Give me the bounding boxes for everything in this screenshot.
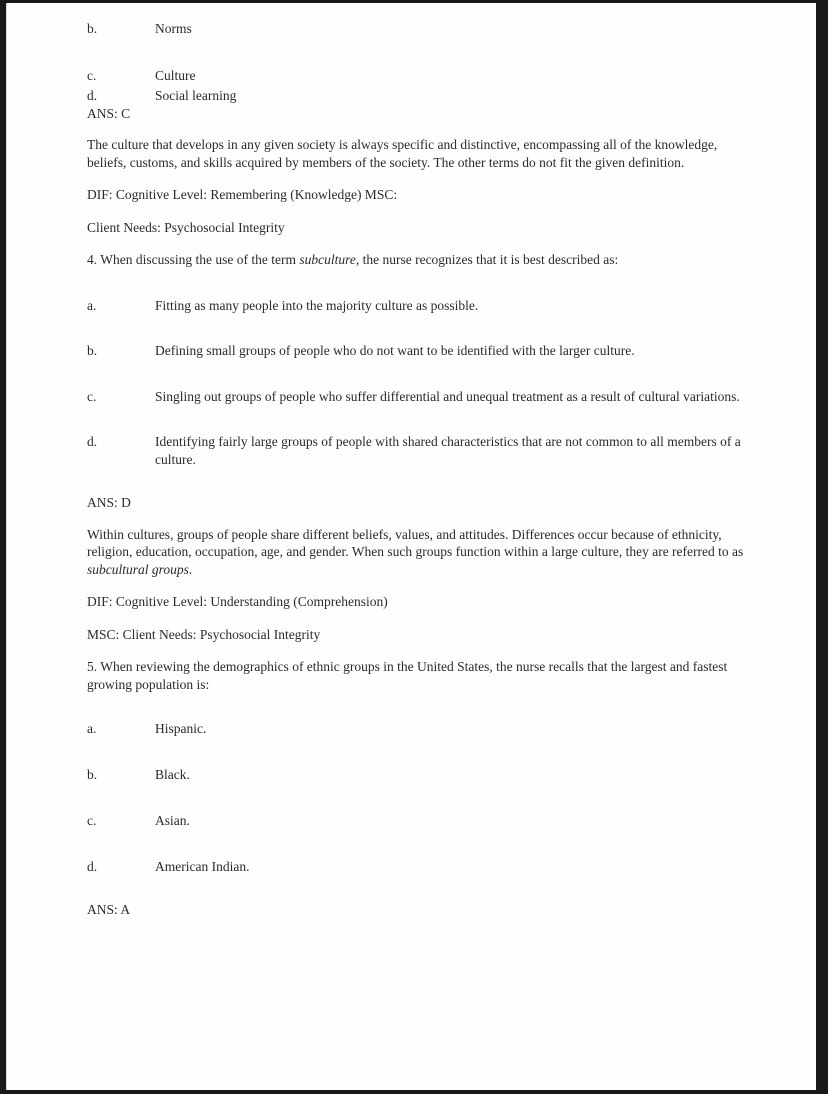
msc-line: MSC: Client Needs: Psychosocial Integrity	[87, 626, 321, 642]
option-row	[87, 433, 746, 468]
answer-line: ANS: D	[87, 495, 131, 510]
question-stem: 5. When reviewing the demographics of ethnic groups in the United States, the nurse recalls that the largest and fastest growing population is:	[87, 659, 728, 692]
dif-line: DIF: Cognitive Level: Remembering (Knowledge) MSC:	[87, 187, 398, 202]
answer-line: ANS: C	[87, 105, 131, 121]
option-row	[87, 812, 746, 830]
question-stem	[87, 251, 746, 269]
option-label: c.	[87, 813, 97, 828]
option-label: d.	[87, 88, 98, 103]
option-label: d.	[87, 434, 98, 449]
option-label: b.	[87, 21, 98, 36]
option-label: c.	[87, 67, 97, 83]
option-row	[87, 20, 746, 38]
option-label: c.	[87, 388, 97, 404]
option-text: Singling out groups of people who suffer differential and unequal treatment as a result of cultural variations.	[155, 388, 740, 404]
option-row	[87, 766, 746, 784]
option-row	[87, 67, 746, 85]
option-text: Asian.	[155, 813, 190, 828]
option-label: b.	[87, 343, 98, 358]
question-stem-text: , the nurse recognizes that it is best described as:	[355, 252, 619, 267]
answer-line: ANS: A	[87, 902, 131, 917]
option-label: a.	[87, 297, 97, 313]
option-text: Black.	[155, 766, 190, 782]
question-stem-text: 4. When discussing the use of the term	[87, 252, 300, 267]
option-row	[87, 297, 746, 315]
option-label: d.	[87, 858, 98, 874]
option-text: American Indian.	[155, 858, 250, 874]
option-label: a.	[87, 721, 97, 736]
option-text: Defining small groups of people who do not want to be identified with the larger culture.	[155, 343, 635, 358]
option-row	[87, 87, 746, 105]
option-text: Fitting as many people into the majority culture as possible.	[155, 297, 479, 313]
option-row	[87, 342, 746, 360]
rationale-paragraph	[87, 526, 746, 579]
option-text: Social learning	[155, 88, 237, 103]
rationale-text: Within cultures, groups of people share different beliefs, values, and attitudes. Differences occur because of ethnicity, religion, education, occupation, age, and gender. When such groups function within a large culture, they are referred to as	[87, 526, 744, 559]
option-text: Identifying fairly large groups of people with shared characteristics that are not common to all members of a culture.	[155, 434, 741, 467]
rationale-paragraph: The culture that develops in any given society is always specific and distinctive, encompassing all of the knowledge, beliefs, customs, and skills acquired by members of the society. The other terms do not fit the given definition.	[87, 137, 718, 170]
option-text: Norms	[155, 21, 192, 36]
question-stem-italic: subculture	[299, 252, 356, 267]
option-row	[87, 388, 746, 406]
page-content	[7, 3, 816, 919]
rationale-italic: subcultural groups	[87, 561, 189, 577]
dif-line: DIF: Cognitive Level: Understanding (Comprehension)	[87, 594, 388, 609]
client-needs-line: Client Needs: Psychosocial Integrity	[87, 219, 285, 235]
option-row	[87, 720, 746, 738]
document-page	[6, 3, 816, 1090]
option-row	[87, 858, 746, 876]
option-text: Hispanic.	[155, 721, 207, 736]
option-label: b.	[87, 766, 98, 782]
option-text: Culture	[155, 67, 196, 83]
rationale-text: .	[188, 561, 193, 577]
